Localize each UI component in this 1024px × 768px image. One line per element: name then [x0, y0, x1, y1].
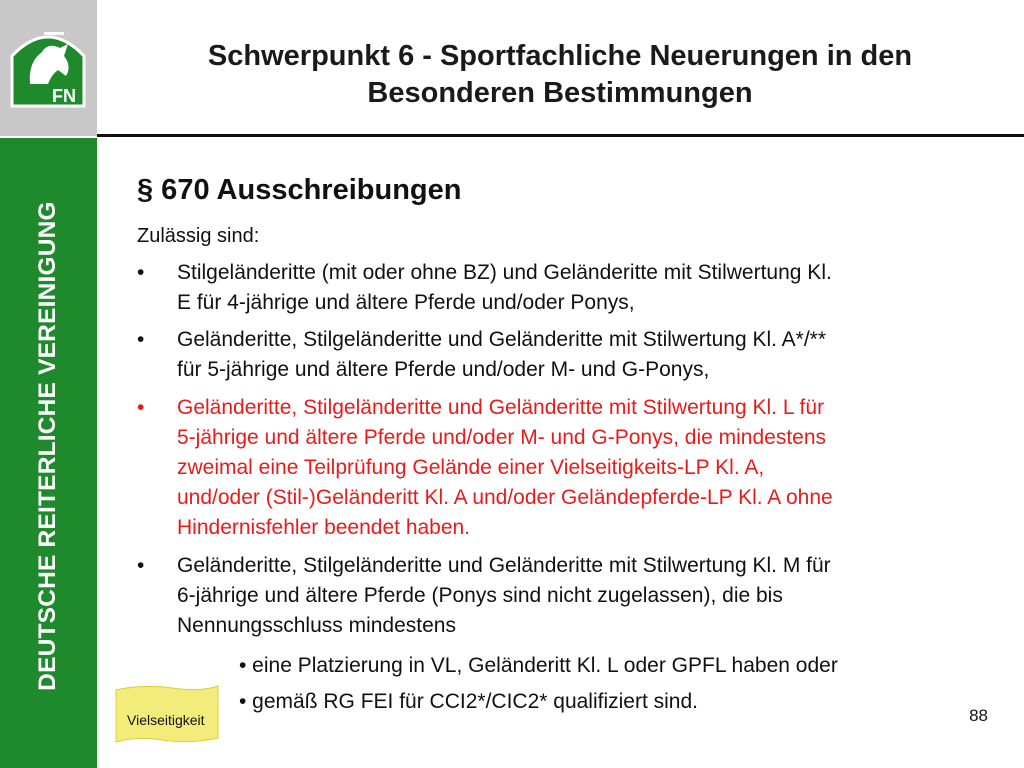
page-number: 88 [969, 706, 988, 725]
badge-label: Vielseitigkeit [127, 712, 205, 728]
slide-title [120, 38, 1000, 112]
sub-bullet-item: • eine Platzierung in VL, Geländeritt Kl. L oder GPFL haben oder [239, 654, 838, 677]
bullet-line: Geländeritte, Stilgeländeritte und Geländeritte mit Stilwertung Kl. L für [177, 396, 825, 419]
section-heading: § 670 Ausschreibungen [137, 174, 462, 206]
title-line-2: Besonderen Bestimmungen [367, 77, 753, 109]
bullet-marker: • [137, 554, 145, 577]
bullet-line: und/oder (Stil-)Geländeritt Kl. A und/oder Geländepferde-LP Kl. A ohne [177, 486, 833, 509]
header-divider [97, 134, 1024, 137]
bullet-text [177, 393, 987, 543]
title-line-1: Schwerpunkt 6 - Sportfachliche Neuerungen in den [207, 40, 913, 72]
bullet-marker: • [137, 396, 145, 419]
bullet-line: Stilgeländeritte (mit oder ohne BZ) und Geländeritte mit Stilwertung Kl. [177, 261, 832, 284]
bullet-line: zweimal eine Teilprüfung Gelände einer Vielseitigkeits-LP Kl. A, [177, 456, 765, 479]
fn-logo-icon [8, 26, 88, 110]
bullet-line: Geländeritte, Stilgeländeritte und Geländeritte mit Stilwertung Kl. A*/** [177, 328, 827, 351]
bullet-line: E für 4-jährige und ältere Pferde und/oder Ponys, [177, 291, 635, 314]
bullet-marker: • [137, 328, 145, 351]
logo-text: FN [52, 86, 76, 106]
bullet-text [177, 258, 987, 318]
bullet-line: Nennungsschluss mindestens [177, 614, 456, 637]
bullet-line: für 5-jährige und ältere Pferde und/oder M- und G-Ponys, [177, 358, 710, 381]
bullet-text [177, 551, 987, 641]
bullet-line: Hindernisfehler beendet haben. [177, 516, 471, 539]
bullet-marker: • [137, 261, 145, 284]
sub-bullet-item: • gemäß RG FEI für CCI2*/CIC2* qualifiziert sind. [239, 690, 698, 713]
bullet-text [177, 325, 987, 385]
sidebar-organization-label: DEUTSCHE REITERLICHE VEREINIGUNG [34, 201, 61, 691]
logo-area [0, 0, 97, 136]
bullet-line: 5-jährige und ältere Pferde und/oder M- und G-Ponys, die mindestens [177, 426, 827, 449]
intro-text: Zulässig sind: [137, 225, 260, 247]
bullet-line: Geländeritte, Stilgeländeritte und Geländeritte mit Stilwertung Kl. M für [177, 554, 831, 577]
bullet-line: 6-jährige und ältere Pferde (Ponys sind nicht zugelassen), die bis [177, 584, 783, 607]
